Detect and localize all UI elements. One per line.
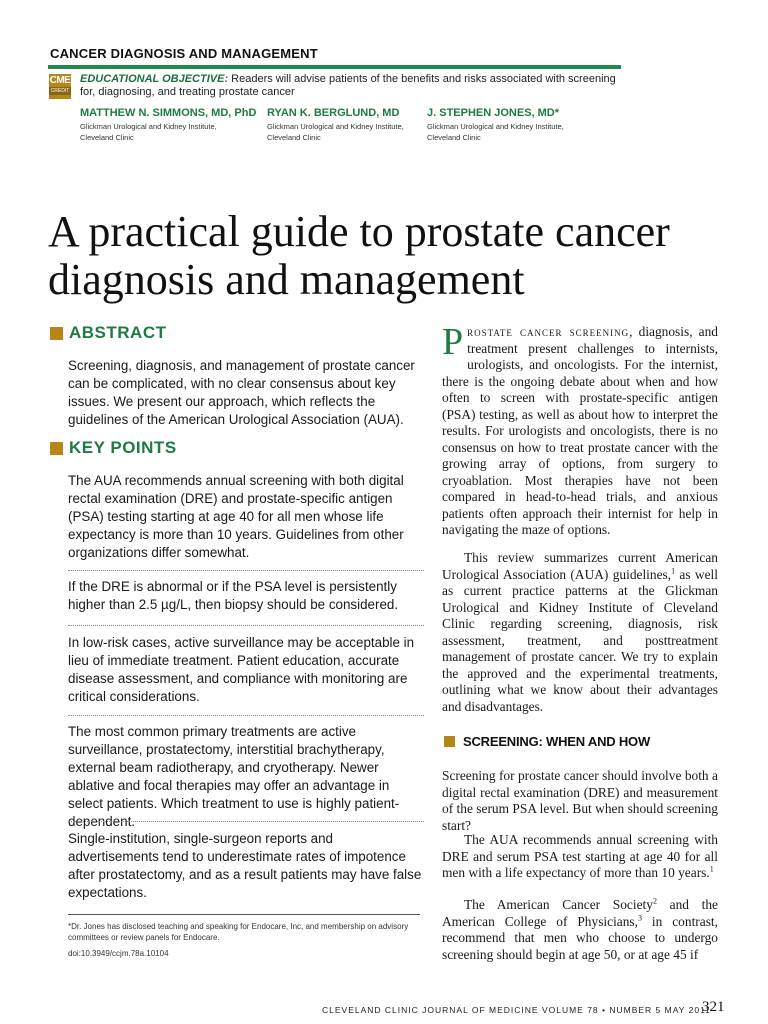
review-paragraph	[442, 550, 718, 715]
author-jones	[427, 107, 607, 143]
review-text: This review summarizes current American Urological Association (AUA) guidelines,	[442, 550, 718, 582]
article-title: A practical guide to prostate cancer diagnosis and management	[48, 207, 670, 304]
key-point: The AUA recommends annual screening with both digital rectal examination (DRE) and prostate-specific antigen (PSA) testing starting at age 40 for all men whose life expectancy is more than 10 years. Guidelines from other organizations differ somewhat.	[68, 473, 404, 560]
author-name: J. STEPHEN JONES, MD*	[427, 107, 560, 119]
section-label: CANCER DIAGNOSIS AND MANAGEMENT	[50, 46, 318, 61]
screening-text: in contrast, recommend that men who choose to undergo screening should begin at age 50, or at age 45 if	[442, 913, 718, 962]
reference-marker[interactable]: 1	[671, 566, 676, 576]
screening-heading-text: SCREENING: WHEN AND HOW	[463, 734, 651, 749]
author-affiliation: Glickman Urological and Kidney Institute,	[267, 122, 404, 131]
drop-cap: P	[442, 321, 464, 363]
abstract-text: Screening, diagnosis, and management of prostate cancer can be complicated, with no clear consensus about key issues. We present our approach, which reflects the guidelines of the American Urological Association (AUA).	[68, 358, 415, 427]
key-point-divider	[68, 570, 424, 571]
author-simmons	[80, 107, 260, 143]
doi-link[interactable]: doi:10.3949/ccjm.78a.10104	[68, 949, 169, 958]
objective-text: Readers will advise patients of the benefits and risks associated with screening for, diagnosing, and treating prostate cancer	[80, 73, 616, 98]
reference-marker[interactable]: 1	[709, 864, 714, 874]
reference-marker[interactable]: 3	[637, 913, 642, 923]
key-point-divider	[68, 625, 424, 626]
section-rule	[48, 65, 621, 69]
author-name: RYAN K. BERGLUND, MD	[267, 107, 400, 119]
author-affiliation: Glickman Urological and Kidney Institute,	[80, 122, 217, 131]
intro-paragraph	[442, 321, 718, 539]
author-affiliation-city: Cleveland Clinic	[267, 133, 321, 142]
reference-marker[interactable]: 2	[652, 896, 657, 906]
cme-label: CME	[49, 75, 71, 86]
author-affiliation-city: Cleveland Clinic	[427, 133, 481, 142]
key-point-divider	[68, 715, 424, 716]
intro-smallcaps: rostate cancer screening	[467, 324, 630, 339]
intro-text: , diagnosis, and treatment present challenges to internists, urologists, and oncologists. For the internist, there is the ongoing debate about when and how often to screen with prostate-specific antigen (PSA) testing, as well as about how to interpret the results. For urologists and oncologists, there is no consensus on how to treat prostate cancer with the growing array of options, from surgery to cryoablation. Most therapies have not been compared in head-to-head trials, and anxious patients often approach their internist for help in navigating the maze of options.	[442, 324, 718, 537]
screening-heading	[444, 734, 650, 749]
disclosure-footnote: *Dr. Jones has disclosed teaching and speaking for Endocare, Inc, and membership on advisory committees or review panels for Endocare.	[68, 922, 409, 942]
screening-paragraph	[442, 832, 718, 882]
screening-paragraph	[442, 897, 718, 963]
square-bullet-icon	[50, 442, 63, 455]
key-point: In low-risk cases, active surveillance may be acceptable in lieu of immediate treatment. Patient education, accurate disease assessment, and compliance with monitoring are critical considerations.	[68, 635, 415, 704]
author-berglund	[267, 107, 447, 143]
square-bullet-icon	[444, 736, 455, 747]
credit-label: CREDIT	[50, 88, 70, 94]
key-point: Single-institution, single-surgeon reports and advertisements tend to underestimate rates of impotence after prostatectomy, and as a result patients may have false expectations.	[68, 831, 422, 900]
review-text-cont: as well as current practice patterns at the Glickman Urological and Kidney Institute of Cleveland Clinic regarding screening, diagnosis, risk assessment, treatment, and posttreatment management of prostate cancer. We try to explain the approved and the experimental treatments, outlining what we know about their advantages and disadvantages.	[442, 566, 718, 714]
key-points-heading-text: KEY POINTS	[69, 438, 177, 457]
footnote-rule	[68, 914, 420, 915]
author-name: MATTHEW N. SIMMONS, MD, PhD	[80, 107, 257, 119]
abstract-heading	[50, 323, 167, 343]
author-affiliation: Glickman Urological and Kidney Institute,	[427, 122, 564, 131]
screening-text: The American Cancer Society	[464, 897, 653, 912]
educational-objective	[80, 73, 620, 99]
page-number: 321	[702, 999, 725, 1015]
abstract-heading-text: ABSTRACT	[69, 323, 167, 342]
journal-footer: CLEVELAND CLINIC JOURNAL OF MEDICINE VOLUME 78 • NUMBER 5 MAY 2011	[322, 1005, 711, 1015]
screening-paragraph: Screening for prostate cancer should involve both a digital rectal examination (DRE) and measurement of the serum PSA level. But when should screening start?	[442, 768, 718, 833]
screening-text: and the American College of Physicians,	[442, 897, 719, 929]
key-point-divider	[68, 821, 424, 822]
screening-text: The AUA recommends annual screening with DRE and serum PSA test starting at age 40 for all men with a life expectancy of more than 10 years.	[442, 832, 718, 880]
objective-label: EDUCATIONAL OBJECTIVE:	[80, 73, 229, 85]
square-bullet-icon	[50, 327, 63, 340]
key-point: The most common primary treatments are active surveillance, prostatectomy, interstitial brachytherapy, external beam radiotherapy, and cryotherapy. Newer ablative and focal therapies may offer an advantage in select patients. Which treatment to use is highly patient-dependent.	[68, 724, 400, 829]
key-points-heading	[50, 438, 177, 458]
key-point: If the DRE is abnormal or if the PSA level is persistently higher than 2.5 µg/L, then biopsy should be considered.	[68, 579, 399, 612]
cme-credit-badge	[49, 74, 71, 99]
author-affiliation-city: Cleveland Clinic	[80, 133, 134, 142]
